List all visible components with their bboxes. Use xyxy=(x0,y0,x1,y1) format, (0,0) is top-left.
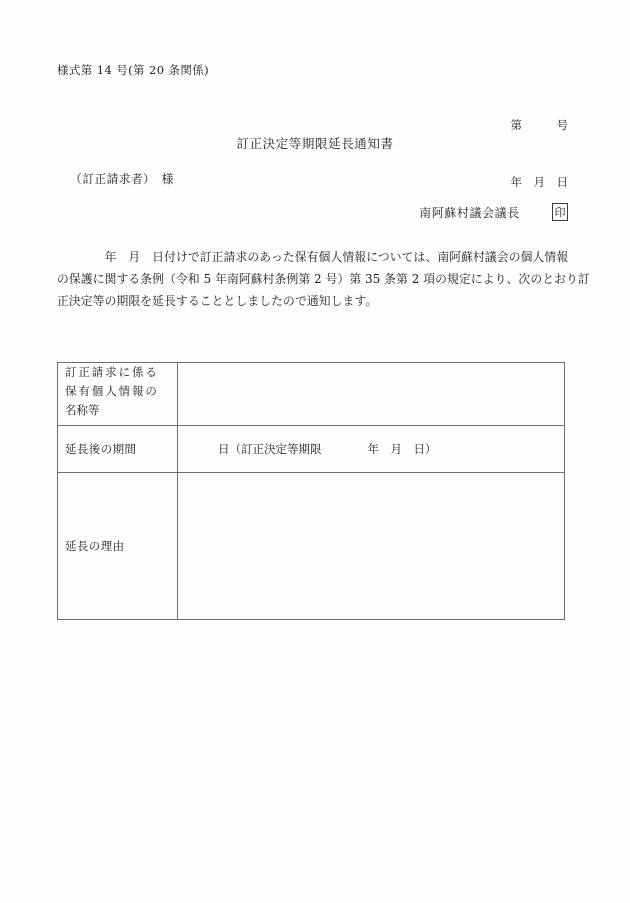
row-value-reason[interactable] xyxy=(178,473,565,620)
table-row xyxy=(58,473,565,620)
addressee-line: （訂正請求者） 様 xyxy=(70,172,174,186)
row-value-information-name[interactable] xyxy=(178,363,565,426)
document-title: 訂正決定等期限延長通知書 xyxy=(236,136,394,151)
issuer-row xyxy=(0,203,568,221)
form-number: 様式第 14 号(第 20 条関係) xyxy=(57,63,210,77)
row-label-line-2: 保有個人情報の xyxy=(65,384,159,398)
body-paragraph xyxy=(57,246,590,312)
details-table xyxy=(57,362,565,620)
body-line-2: の保護に関する条例（令和 5 年南阿蘇村条例第 2 号）第 35 条第 2 項の規定により、次のとおり訂 xyxy=(57,272,590,286)
body-line-1: 年 月 日付けで訂正請求のあった保有個人情報については、南阿蘇村議会の個人情報 xyxy=(57,250,569,264)
body-line-3: 正決定等の期限を延長することとしましたので通知します。 xyxy=(57,294,378,308)
issuer-name: 南阿蘇村議会議長 xyxy=(419,205,520,220)
row-label-line-1: 訂正請求に係る xyxy=(65,365,159,379)
row-value-extended-period[interactable] xyxy=(178,426,565,473)
document-date-line: 年 月 日 xyxy=(510,175,568,189)
table-row xyxy=(58,426,565,473)
document-number-line: 第 号 xyxy=(510,118,568,132)
seal-stamp-box: 印 xyxy=(552,203,568,221)
row-label-text: 延長後の期間 xyxy=(65,442,137,456)
table-row xyxy=(58,363,565,426)
row-label-text: 延長の理由 xyxy=(65,539,125,553)
row-label-information-name xyxy=(58,363,178,426)
row-label-line-3: 名称等 xyxy=(65,403,100,417)
row-label-extended-period xyxy=(58,426,178,473)
row-label-reason xyxy=(58,473,178,620)
extended-period-text: 日（訂正決定等期限 年 月 日） xyxy=(218,442,437,456)
